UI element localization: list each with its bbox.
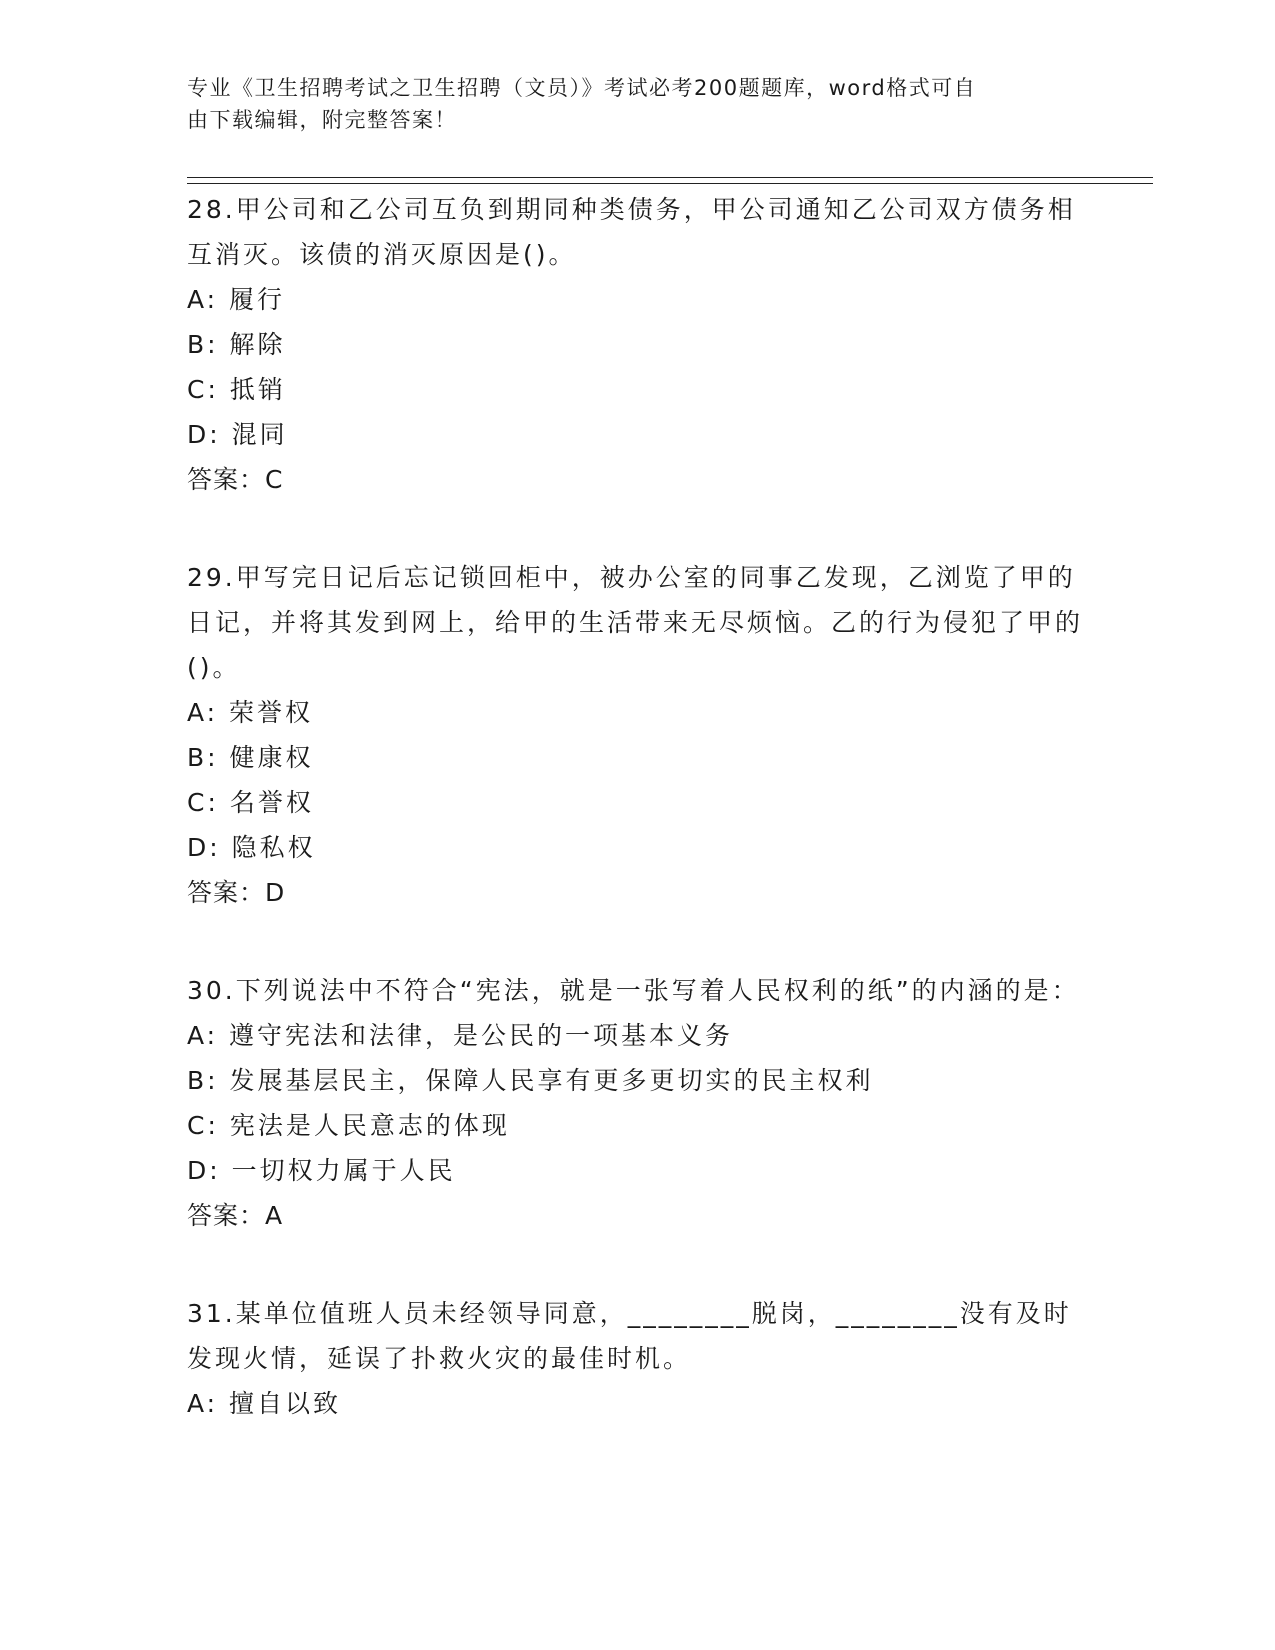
question-stem: 31.某单位值班人员未经领导同意，________脱岗，________没有及时发现火情，延误了扑救火灾的最佳时机。 (187, 1299, 1072, 1373)
answer: 答案：A (187, 1201, 284, 1230)
question-31 (187, 1291, 1087, 1426)
header-line-1: 专业《卫生招聘考试之卫生招聘（文员）》考试必考200题题库，word格式可自 (187, 76, 977, 100)
option-a: A: 履行 (187, 285, 286, 314)
option-b: B: 健康权 (187, 743, 314, 772)
header-divider-top (187, 177, 1153, 178)
question-stem: 29.甲写完日记后忘记锁回柜中，被办公室的同事乙发现，乙浏览了甲的日记，并将其发到网上，给甲的生活带来无尽烦恼。乙的行为侵犯了甲的()。 (187, 563, 1084, 682)
question-stem: 30.下列说法中不符合“宪法，就是一张写着人民权利的纸”的内涵的是： (187, 976, 1080, 1005)
question-28 (187, 187, 1087, 502)
option-d: D: 一切权力属于人民 (187, 1156, 456, 1185)
option-c: C: 宪法是人民意志的体现 (187, 1111, 510, 1140)
option-d: D: 混同 (187, 420, 288, 449)
option-a: A: 擅自以致 (187, 1389, 342, 1418)
option-a: A: 遵守宪法和法律，是公民的一项基本义务 (187, 1021, 734, 1050)
question-29 (187, 555, 1087, 915)
option-c: C: 抵销 (187, 375, 286, 404)
header-divider-bottom (187, 183, 1153, 184)
header-line-2: 由下载编辑，附完整答案！ (187, 108, 457, 132)
question-30 (187, 968, 1087, 1238)
option-b: B: 发展基层民主，保障人民享有更多更切实的民主权利 (187, 1066, 874, 1095)
option-c: C: 名誉权 (187, 788, 314, 817)
question-list (187, 187, 1087, 1479)
document-header (187, 72, 1087, 136)
option-a: A: 荣誉权 (187, 698, 314, 727)
question-stem: 28.甲公司和乙公司互负到期同种类债务，甲公司通知乙公司双方债务相互消灭。该债的消灭原因是()。 (187, 195, 1076, 269)
answer: 答案：C (187, 465, 284, 494)
answer: 答案：D (187, 878, 286, 907)
option-d: D: 隐私权 (187, 833, 316, 862)
option-b: B: 解除 (187, 330, 286, 359)
